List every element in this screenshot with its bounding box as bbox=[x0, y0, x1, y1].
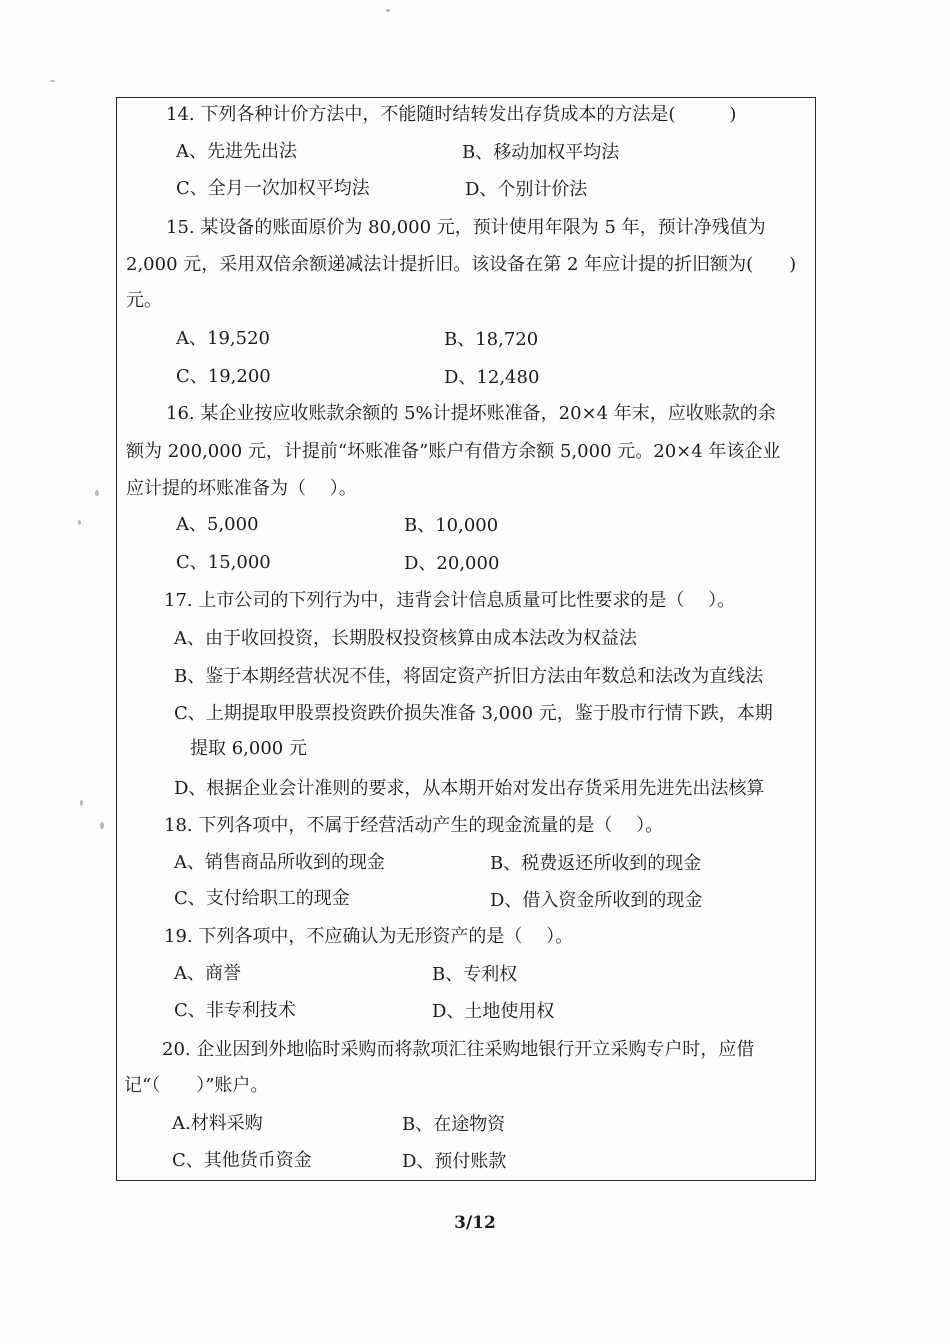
question-20-stem-line-1: 20. 企业因到外地临时采购而将款项汇往采购地银行开立采购专户时，应借 bbox=[162, 1039, 755, 1060]
question-17-option-b: B、鉴于本期经营状况不佳，将固定资产折旧方法由年数总和法改为直线法 bbox=[174, 666, 764, 687]
question-17-option-c-line-2: 提取 6,000 元 bbox=[190, 738, 307, 759]
question-19-option-c: C、非专利技术 bbox=[174, 1000, 296, 1021]
question-16-stem-line-2: 额为 200,000 元，计提前“坏账准备”账户有借方余额 5,000 元。20×4 年该企业 bbox=[126, 441, 781, 462]
question-15-option-a: A、19,520 bbox=[176, 328, 270, 349]
question-20-option-c: C、其他货币资金 bbox=[172, 1150, 312, 1171]
question-18-stem: 18. 下列各项中，不属于经营活动产生的现金流量的是（ ）。 bbox=[164, 815, 664, 836]
scan-speck bbox=[78, 520, 81, 525]
question-19-option-a: A、商誉 bbox=[174, 963, 241, 984]
question-18-option-c: C、支付给职工的现金 bbox=[174, 888, 350, 909]
question-16-option-a: A、5,000 bbox=[176, 514, 259, 535]
scan-speck bbox=[50, 80, 55, 82]
scan-speck bbox=[100, 822, 104, 829]
question-16-option-c: C、15,000 bbox=[176, 552, 271, 573]
question-20-option-b: B、在途物资 bbox=[402, 1114, 506, 1135]
question-19-stem: 19. 下列各项中，不应确认为无形资产的是（ ）。 bbox=[164, 926, 574, 947]
question-18-option-d: D、借入资金所收到的现金 bbox=[490, 890, 703, 911]
question-18-option-b: B、税费返还所收到的现金 bbox=[490, 853, 702, 874]
question-20-option-a: A.材料采购 bbox=[172, 1113, 263, 1134]
question-14-option-c: C、全月一次加权平均法 bbox=[176, 178, 370, 199]
question-17-option-d: D、根据企业会计准则的要求，从本期开始对发出存货采用先进先出法核算 bbox=[174, 778, 765, 799]
question-16-stem-line-3: 应计提的坏账准备为（ ）。 bbox=[126, 478, 357, 499]
question-18-option-a: A、销售商品所收到的现金 bbox=[174, 852, 385, 873]
question-15-option-b: B、18,720 bbox=[444, 329, 539, 350]
question-19-option-d: D、土地使用权 bbox=[432, 1001, 555, 1022]
question-17-stem: 17. 上市公司的下列行为中，违背会计信息质量可比性要求的是（ ）。 bbox=[164, 590, 736, 611]
question-17-option-c-line-1: C、上期提取甲股票投资跌价损失准备 3,000 元，鉴于股市行情下跌，本期 bbox=[174, 703, 773, 724]
question-15-stem-line-3: 元。 bbox=[126, 290, 162, 311]
question-20-option-d: D、预付账款 bbox=[402, 1151, 507, 1172]
question-16-stem-line-1: 16. 某企业按应收账款余额的 5%计提坏账准备，20×4 年末，应收账款的余 bbox=[166, 403, 776, 424]
question-20-stem-line-2: 记“（ ）”账户。 bbox=[124, 1075, 269, 1096]
question-15-option-d: D、12,480 bbox=[444, 367, 540, 388]
page-number: 3/12 bbox=[454, 1213, 496, 1233]
question-16-option-d: D、20,000 bbox=[404, 553, 500, 574]
scan-speck bbox=[95, 490, 99, 496]
question-14-stem: 14. 下列各种计价方法中，不能随时结转发出存货成本的方法是( ) bbox=[166, 104, 737, 125]
question-16-option-b: B、10,000 bbox=[404, 515, 499, 536]
question-17-option-a: A、由于收回投资，长期股权投资核算由成本法改为权益法 bbox=[174, 628, 637, 649]
scan-speck bbox=[386, 9, 390, 12]
question-15-stem-line-1: 15. 某设备的账面原价为 80,000 元，预计使用年限为 5 年，预计净残值为 bbox=[166, 217, 766, 238]
question-19-option-b: B、专利权 bbox=[432, 964, 518, 985]
question-14-option-b: B、移动加权平均法 bbox=[462, 142, 620, 163]
question-14-option-d: D、个别计价法 bbox=[465, 179, 588, 200]
question-15-stem-line-2: 2,000 元，采用双倍余额递减法计提折旧。该设备在第 2 年应计提的折旧额为( ) bbox=[126, 254, 797, 275]
scan-speck bbox=[80, 800, 83, 806]
question-14-option-a: A、先进先出法 bbox=[176, 141, 297, 162]
question-15-option-c: C、19,200 bbox=[176, 366, 271, 387]
